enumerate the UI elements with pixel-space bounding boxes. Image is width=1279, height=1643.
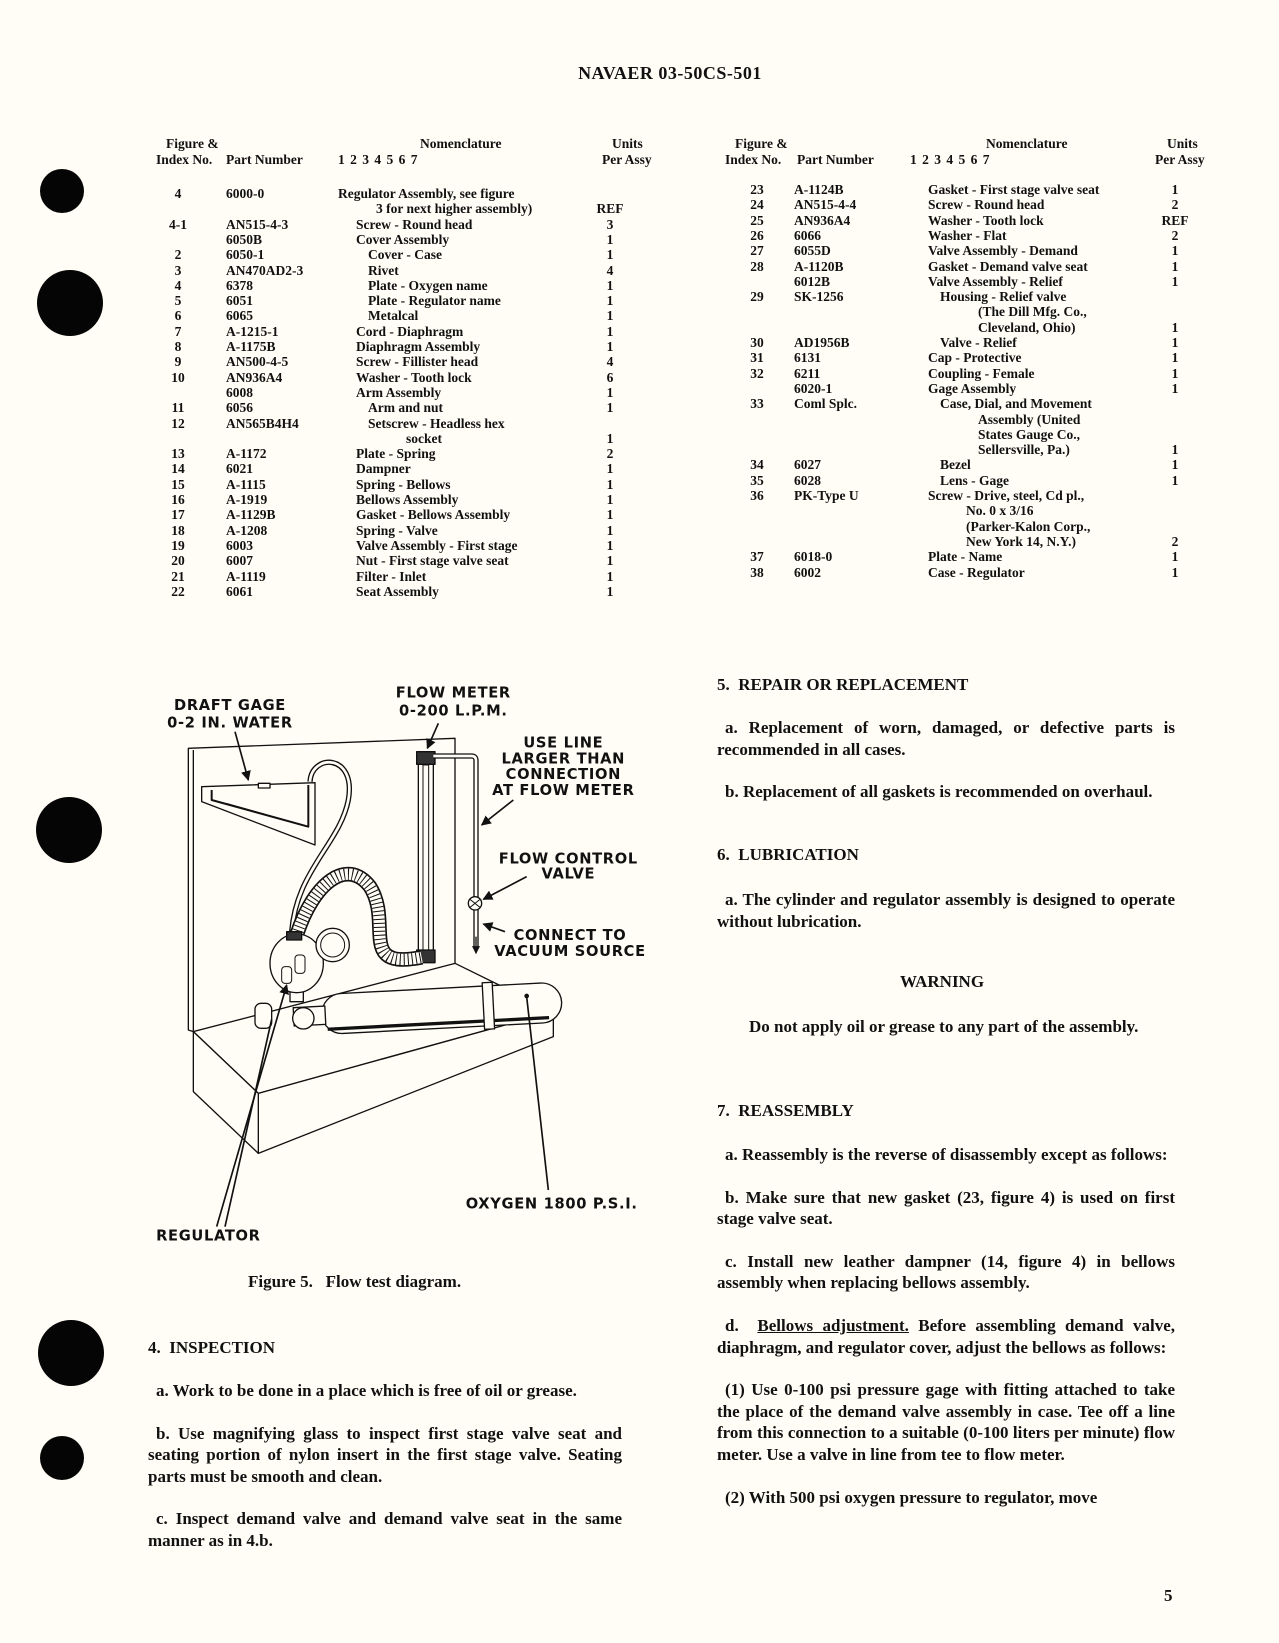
nomenclature-cell: Arm Assembly bbox=[356, 384, 442, 400]
header-figure-index: Index No. bbox=[156, 152, 213, 167]
flow-test-diagram bbox=[140, 670, 660, 1260]
index-cell: 30 bbox=[750, 335, 764, 350]
units-cell: 1 bbox=[606, 522, 614, 538]
nomenclature-cell: socket bbox=[406, 430, 442, 446]
nomenclature-cell: Metalcal bbox=[368, 308, 419, 324]
part-number-cell: 6056 bbox=[226, 400, 253, 416]
nomenclature-cell: Plate - Regulator name bbox=[368, 293, 501, 309]
part-number-cell: Coml Splc. bbox=[794, 396, 858, 412]
units-cell: 1 bbox=[606, 400, 614, 416]
nomenclature-cell: States Gauge Co., bbox=[978, 426, 1080, 442]
reassembly-a: a. Reassembly is the reverse of disassembly except as follows: bbox=[725, 1145, 1168, 1164]
lubrication-a-text: a. The cylinder and regulator assembly is designed to operate without lubrication. bbox=[717, 890, 1175, 931]
nomenclature-cell: Diaphragm Assembly bbox=[356, 339, 481, 354]
part-number-cell: 6007 bbox=[226, 553, 253, 569]
index-cell: 8 bbox=[174, 339, 182, 354]
units-cell: 1 bbox=[606, 553, 614, 569]
units-cell: 1 bbox=[1171, 319, 1179, 335]
header-part-number: Part Number bbox=[797, 152, 874, 167]
units-cell: 1 bbox=[1171, 564, 1179, 580]
figure-caption: Figure 5. Flow test diagram. bbox=[248, 1272, 462, 1291]
label-regulator: REGULATOR bbox=[156, 1227, 261, 1245]
header-levels: 1 2 3 4 5 6 7 bbox=[910, 152, 991, 167]
index-cell: 4 bbox=[174, 186, 182, 201]
index-cell: 4-1 bbox=[169, 216, 187, 232]
units-cell: 1 bbox=[606, 293, 614, 309]
nomenclature-cell: Assembly (United bbox=[978, 411, 1081, 427]
header-units: Units bbox=[612, 136, 643, 151]
index-cell: 27 bbox=[750, 243, 764, 259]
part-number-cell: A-1208 bbox=[226, 522, 268, 538]
nomenclature-cell: (Parker-Kalon Corp., bbox=[966, 518, 1091, 534]
flow-meter-icon bbox=[417, 752, 435, 963]
nomenclature-cell: Cover - Case bbox=[368, 247, 442, 263]
units-cell: 1 bbox=[606, 247, 614, 263]
nomenclature-cell: Screw - Drive, steel, Cd pl., bbox=[928, 488, 1085, 503]
nomenclature-cell: Regulator Assembly, see figure bbox=[338, 186, 515, 201]
nomenclature-cell: (The Dill Mfg. Co., bbox=[978, 304, 1087, 320]
units-cell: 1 bbox=[1171, 472, 1179, 488]
part-number-cell: 6021 bbox=[226, 461, 253, 477]
index-cell: 4 bbox=[174, 277, 182, 293]
header-units: Per Assy bbox=[1155, 152, 1205, 167]
units-cell: 1 bbox=[606, 583, 614, 599]
index-cell: 29 bbox=[750, 289, 764, 305]
index-cell: 26 bbox=[750, 227, 764, 243]
punch-hole bbox=[36, 797, 102, 863]
label-use-line: AT FLOW METER bbox=[492, 782, 635, 799]
section-heading-repair: 5. REPAIR OR REPLACEMENT bbox=[717, 675, 969, 694]
punch-hole bbox=[38, 1320, 104, 1386]
nomenclature-cell: Plate - Name bbox=[928, 549, 1003, 565]
nomenclature-cell: Valve - Relief bbox=[940, 335, 1017, 350]
index-cell: 14 bbox=[171, 461, 185, 477]
index-cell: 35 bbox=[750, 472, 764, 488]
header-part-number: Part Number bbox=[226, 152, 303, 167]
inspection-a: a. Work to be done in a place which is free of oil or grease. bbox=[156, 1381, 577, 1400]
nomenclature-cell: Gasket - First stage valve seat bbox=[928, 182, 1100, 197]
part-number-cell: 6020-1 bbox=[794, 380, 833, 396]
index-cell: 16 bbox=[171, 492, 185, 507]
header-units: Units bbox=[1167, 136, 1198, 151]
nomenclature-cell: Screw - Round head bbox=[356, 216, 473, 232]
units-cell: REF bbox=[1161, 212, 1189, 228]
document-number-header: NAVAER 03-50CS-501 bbox=[578, 63, 762, 83]
index-cell: 28 bbox=[750, 258, 764, 274]
part-number-cell: 6050B bbox=[226, 231, 263, 247]
reassembly-d-label: d. bbox=[725, 1315, 739, 1335]
nomenclature-cell: Rivet bbox=[368, 262, 399, 278]
units-cell: 1 bbox=[1171, 243, 1179, 259]
units-cell: 1 bbox=[1171, 365, 1179, 381]
warning-title: WARNING bbox=[900, 972, 985, 991]
section-heading-reassembly: 7. REASSEMBLY bbox=[717, 1101, 854, 1120]
nomenclature-cell: No. 0 x 3/16 bbox=[966, 503, 1034, 519]
index-cell: 36 bbox=[750, 488, 764, 503]
inspection-paragraphs bbox=[148, 1380, 622, 1552]
header-figure-index: Figure & bbox=[735, 136, 788, 151]
nomenclature-cell: Valve Assembly - Demand bbox=[928, 243, 1078, 259]
units-cell: 1 bbox=[606, 476, 614, 492]
reassembly-paragraphs bbox=[717, 1144, 1175, 1508]
nomenclature-cell: Screw - Fillister head bbox=[356, 354, 479, 370]
warning-text: Do not apply oil or grease to any part of the assembly. bbox=[749, 1017, 1139, 1036]
index-cell: 13 bbox=[171, 446, 185, 462]
page-number: 5 bbox=[1164, 1586, 1173, 1605]
label-draft-gage: DRAFT GAGE bbox=[174, 697, 286, 714]
label-flow-control-valve: VALVE bbox=[541, 865, 596, 883]
label-draft-gage-range: 0-2 IN. WATER bbox=[167, 714, 293, 732]
reassembly-step-2: (2) With 500 psi oxygen pressure to regulator, move bbox=[725, 1487, 1098, 1507]
bellows-adjustment-title: Bellows adjustment. bbox=[757, 1315, 909, 1335]
part-number-cell: A-1175B bbox=[226, 339, 276, 354]
repair-paragraphs bbox=[717, 717, 1175, 803]
nomenclature-cell: Coupling - Female bbox=[928, 365, 1035, 381]
punch-hole bbox=[37, 270, 103, 336]
units-cell: 2 bbox=[1171, 197, 1179, 213]
nomenclature-cell: Bezel bbox=[940, 457, 971, 473]
part-number-cell: 6000-0 bbox=[226, 186, 265, 201]
index-cell: 38 bbox=[750, 564, 764, 580]
label-flow-meter-range: 0-200 L.P.M. bbox=[399, 702, 508, 720]
units-cell: 1 bbox=[606, 537, 614, 553]
inspection-b: b. Use magnifying glass to inspect first stage valve seat and seating portion of nylon insert in the first stage valve. Seating parts must be smooth and clean. bbox=[148, 1423, 622, 1486]
index-cell: 31 bbox=[750, 350, 764, 366]
part-number-cell: AN936A4 bbox=[226, 369, 283, 385]
part-number-cell: 6051 bbox=[226, 293, 253, 309]
units-cell: 1 bbox=[1171, 258, 1179, 274]
units-cell: 1 bbox=[606, 461, 614, 477]
index-cell: 17 bbox=[171, 507, 185, 523]
units-cell: REF bbox=[596, 201, 624, 217]
units-cell: 1 bbox=[1171, 182, 1179, 197]
header-nomenclature: Nomenclature bbox=[986, 136, 1068, 151]
nomenclature-cell: Spring - Valve bbox=[356, 522, 438, 538]
repair-a: a. Replacement of worn, damaged, or defective parts is recommended in all cases. bbox=[717, 718, 1175, 759]
header-nomenclature: Nomenclature bbox=[420, 136, 502, 151]
reassembly-d-text: Before assembling demand valve, diaphragm, and regulator cover, adjust the bellows as follows: bbox=[717, 1315, 1175, 1357]
nomenclature-cell: Arm and nut bbox=[368, 400, 444, 416]
repair-b: b. Replacement of all gaskets is recommended on overhaul. bbox=[725, 782, 1153, 802]
index-cell: 20 bbox=[171, 553, 185, 569]
nomenclature-cell: Plate - Oxygen name bbox=[368, 277, 488, 293]
index-cell: 34 bbox=[750, 457, 764, 473]
label-use-line: USE LINE bbox=[523, 734, 604, 752]
index-cell: 9 bbox=[174, 354, 182, 370]
punch-hole bbox=[40, 169, 84, 213]
units-cell: 1 bbox=[1171, 457, 1179, 473]
index-cell: 24 bbox=[750, 197, 764, 213]
label-use-line: LARGER THAN bbox=[501, 750, 626, 768]
part-number-cell: 6066 bbox=[794, 227, 821, 243]
nomenclature-cell: Gasket - Demand valve seat bbox=[928, 258, 1088, 274]
units-cell: 1 bbox=[606, 323, 614, 339]
units-cell: 6 bbox=[606, 369, 614, 385]
label-connect-vacuum: CONNECT TO bbox=[513, 927, 627, 944]
part-number-cell: AN936A4 bbox=[794, 212, 851, 228]
header-units: Per Assy bbox=[602, 152, 652, 167]
part-number-cell: A-1129B bbox=[226, 507, 276, 523]
index-cell: 12 bbox=[171, 415, 185, 431]
part-number-cell: A-1215-1 bbox=[226, 323, 279, 339]
part-number-cell: 6028 bbox=[794, 472, 821, 488]
index-cell: 10 bbox=[171, 369, 185, 385]
nomenclature-cell: Washer - Flat bbox=[928, 227, 1007, 243]
part-number-cell: PK-Type U bbox=[794, 488, 859, 503]
nomenclature-cell: Nut - First stage valve seat bbox=[356, 553, 509, 569]
nomenclature-cell: Sellersville, Pa.) bbox=[978, 442, 1070, 458]
nomenclature-cell: Plate - Spring bbox=[356, 446, 436, 462]
reassembly-d bbox=[717, 1315, 1175, 1358]
part-number-cell: 6055D bbox=[794, 243, 831, 259]
part-number-cell: 6018-0 bbox=[794, 549, 833, 565]
header-levels: 1 2 3 4 5 6 7 bbox=[338, 152, 419, 167]
index-cell: 25 bbox=[750, 212, 764, 228]
flow-test-illustration bbox=[140, 670, 660, 1260]
part-number-cell: 6008 bbox=[226, 384, 253, 400]
part-number-cell: AN515-4-3 bbox=[226, 216, 289, 232]
part-number-cell: 6050-1 bbox=[226, 247, 265, 263]
units-cell: 1 bbox=[606, 384, 614, 400]
reassembly-step-1: (1) Use 0-100 psi pressure gage with fitting attached to take the place of the demand valve assembly in case. Tee off a line from this connection to a suitable (0-100 liters per minute) flow meter. Use a valve in line from tee to flow meter. bbox=[717, 1380, 1175, 1464]
nomenclature-cell: Washer - Tooth lock bbox=[356, 369, 472, 385]
nomenclature-cell: Cleveland, Ohio) bbox=[978, 319, 1076, 335]
units-cell: 1 bbox=[1171, 350, 1179, 366]
part-number-cell: AN565B4H4 bbox=[226, 415, 299, 431]
units-cell: 1 bbox=[1171, 273, 1179, 289]
index-cell: 2 bbox=[174, 247, 182, 263]
section-heading-inspection: 4. INSPECTION bbox=[148, 1338, 276, 1357]
nomenclature-cell: Case, Dial, and Movement bbox=[940, 396, 1092, 412]
units-cell: 1 bbox=[606, 507, 614, 523]
index-cell: 15 bbox=[171, 476, 185, 492]
header-figure-index: Figure & bbox=[166, 136, 219, 151]
part-number-cell: 6211 bbox=[794, 365, 821, 381]
header-figure-index: Index No. bbox=[725, 152, 782, 167]
index-cell: 37 bbox=[750, 549, 764, 565]
index-cell: 18 bbox=[171, 522, 185, 538]
part-number-cell: 6061 bbox=[226, 583, 253, 599]
part-number-cell: 6002 bbox=[794, 564, 821, 580]
nomenclature-cell: Case - Regulator bbox=[928, 564, 1025, 580]
units-cell: 2 bbox=[1171, 227, 1179, 243]
units-cell: 4 bbox=[606, 354, 614, 370]
units-cell: 1 bbox=[606, 492, 614, 507]
units-cell: 1 bbox=[606, 430, 614, 446]
nomenclature-cell: Lens - Gage bbox=[940, 472, 1009, 488]
part-number-cell: A-1119 bbox=[226, 568, 266, 584]
index-cell: 11 bbox=[171, 400, 185, 416]
inspection-c: c. Inspect demand valve and demand valve seat in the same manner as in 4.b. bbox=[148, 1509, 622, 1550]
part-number-cell: AN470AD2-3 bbox=[226, 262, 304, 278]
nomenclature-cell: Dampner bbox=[356, 461, 411, 477]
index-cell: 5 bbox=[174, 293, 182, 309]
part-number-cell: A-1115 bbox=[226, 476, 266, 492]
units-cell: 1 bbox=[606, 277, 614, 293]
label-flow-control-valve: FLOW CONTROL bbox=[498, 850, 638, 868]
reassembly-c: c. Install new leather dampner (14, figure 4) in bellows assembly when replacing bellows assembly. bbox=[717, 1251, 1175, 1293]
units-cell: 1 bbox=[606, 308, 614, 324]
index-cell: 3 bbox=[174, 262, 182, 278]
units-cell: 1 bbox=[1171, 335, 1179, 350]
part-number-cell: A-1124B bbox=[794, 182, 844, 197]
units-cell: 4 bbox=[606, 262, 614, 278]
label-oxygen: OXYGEN 1800 P.S.I. bbox=[465, 1195, 638, 1213]
nomenclature-cell: New York 14, N.Y.) bbox=[966, 533, 1076, 549]
units-cell: 1 bbox=[1171, 380, 1179, 396]
index-cell: 21 bbox=[171, 568, 185, 584]
label-use-line: CONNECTION bbox=[505, 766, 622, 783]
index-cell: 19 bbox=[171, 537, 185, 553]
part-number-cell: AD1956B bbox=[794, 335, 850, 350]
nomenclature-cell: Valve Assembly - Relief bbox=[928, 273, 1063, 289]
part-number-cell: 6378 bbox=[226, 277, 253, 293]
units-cell: 1 bbox=[1171, 549, 1179, 565]
label-connect-vacuum: VACUUM SOURCE bbox=[494, 943, 646, 960]
nomenclature-cell: Valve Assembly - First stage bbox=[356, 537, 518, 553]
nomenclature-cell: Cord - Diaphragm bbox=[356, 323, 464, 339]
units-cell: 1 bbox=[1171, 442, 1179, 458]
index-cell: 7 bbox=[174, 323, 182, 339]
units-cell: 2 bbox=[606, 446, 614, 462]
nomenclature-cell: Housing - Relief valve bbox=[940, 289, 1067, 305]
nomenclature-cell: Washer - Tooth lock bbox=[928, 212, 1044, 228]
nomenclature-cell: Cover Assembly bbox=[356, 231, 450, 247]
nomenclature-cell: Seat Assembly bbox=[356, 583, 439, 599]
part-number-cell: AN515-4-4 bbox=[794, 197, 857, 213]
part-number-cell: 6003 bbox=[226, 537, 253, 553]
units-cell: 1 bbox=[606, 568, 614, 584]
nomenclature-cell: Spring - Bellows bbox=[356, 476, 451, 492]
index-cell: 22 bbox=[171, 583, 185, 599]
part-number-cell: A-1172 bbox=[226, 446, 267, 462]
units-cell: 1 bbox=[606, 339, 614, 354]
units-cell: 2 bbox=[1171, 533, 1179, 549]
nomenclature-cell: Cap - Protective bbox=[928, 350, 1022, 366]
nomenclature-cell: Gage Assembly bbox=[928, 380, 1017, 396]
part-number-cell: 6131 bbox=[794, 350, 821, 366]
part-number-cell: 6012B bbox=[794, 273, 831, 289]
part-number-cell: 6027 bbox=[794, 457, 821, 473]
punch-hole bbox=[40, 1436, 84, 1480]
nomenclature-cell: Setscrew - Headless hex bbox=[368, 415, 505, 431]
part-number-cell: A-1120B bbox=[794, 258, 844, 274]
nomenclature-cell: Gasket - Bellows Assembly bbox=[356, 507, 511, 523]
units-cell: 1 bbox=[606, 231, 614, 247]
index-cell: 6 bbox=[174, 308, 182, 324]
label-flow-meter: FLOW METER bbox=[395, 684, 511, 702]
part-number-cell: SK-1256 bbox=[794, 289, 844, 305]
part-number-cell: AN500-4-5 bbox=[226, 354, 289, 370]
units-cell: 3 bbox=[606, 216, 614, 232]
index-cell: 33 bbox=[750, 396, 764, 412]
cylinder-gauge-icon bbox=[293, 1008, 314, 1029]
part-number-cell: 6065 bbox=[226, 308, 253, 324]
section-heading-lubrication: 6. LUBRICATION bbox=[717, 845, 859, 864]
lubrication-a bbox=[717, 889, 1175, 932]
part-number-cell: A-1919 bbox=[226, 492, 268, 507]
reassembly-b: b. Make sure that new gasket (23, figure 4) is used on first stage valve seat. bbox=[717, 1187, 1175, 1229]
nomenclature-cell: Bellows Assembly bbox=[356, 492, 459, 507]
nomenclature-cell: Screw - Round head bbox=[928, 197, 1045, 213]
index-cell: 32 bbox=[750, 365, 764, 381]
index-cell: 23 bbox=[750, 182, 764, 197]
nomenclature-cell: Filter - Inlet bbox=[356, 568, 427, 584]
nomenclature-cell: 3 for next higher assembly) bbox=[376, 201, 533, 217]
